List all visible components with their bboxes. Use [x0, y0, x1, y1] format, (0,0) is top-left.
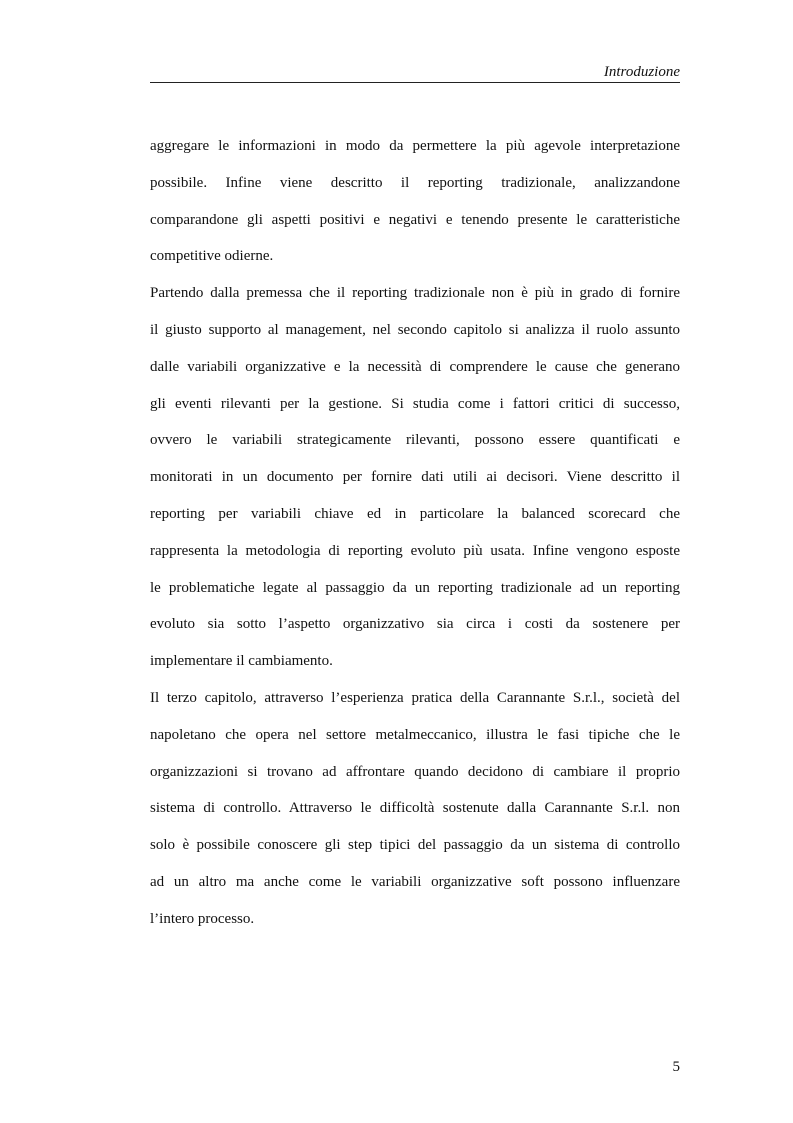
text-line: monitorati in un documento per fornire dati utili ai decisori. Viene descritto il — [150, 469, 680, 486]
text-line: napoletano che opera nel settore metalmeccanico, illustra le fasi tipiche che le — [150, 726, 680, 743]
text-line: reporting per variabili chiave ed in particolare la balanced scorecard che — [150, 505, 680, 522]
text-line: dalle variabili organizzative e la necessità di comprendere le cause che generano — [150, 358, 680, 375]
text-line: Partendo dalla premessa che il reporting tradizionale non è più in grado di fornire — [150, 285, 680, 302]
text-line: organizzazioni si trovano ad affrontare quando decidono di cambiare il proprio — [150, 763, 680, 780]
text-line: le problematiche legate al passaggio da un reporting tradizionale ad un reporting — [150, 579, 680, 596]
text-line: sistema di controllo. Attraverso le difficoltà sostenute dalla Carannante S.r.l. non — [150, 800, 680, 817]
text-line: aggregare le informazioni in modo da permettere la più agevole interpretazione — [150, 138, 680, 154]
text-line: solo è possibile conoscere gli step tipici del passaggio da un sistema di controllo — [150, 837, 680, 854]
header-title: Introduzione — [603, 64, 680, 80]
text-line: rappresenta la metodologia di reporting evoluto più usata. Infine vengono esposte — [150, 542, 680, 559]
text-line: possibile. Infine viene descritto il reporting tradizionale, analizzandone — [150, 174, 680, 191]
text-line: ad un altro ma anche come le variabili organizzative soft possono influenzare — [150, 873, 680, 890]
running-header — [150, 64, 680, 83]
text-line: ovvero le variabili strategicamente rilevanti, possono essere quantificati e — [150, 432, 680, 449]
body-text — [150, 128, 680, 938]
text-line: il giusto supporto al management, nel secondo capitolo si analizza il ruolo assunto — [150, 321, 680, 338]
text-line: implementare il cambiamento. — [150, 653, 333, 670]
text-line: l’intero processo. — [150, 910, 255, 927]
text-line: gli eventi rilevanti per la gestione. Si studia come i fattori critici di successo, — [150, 395, 680, 412]
page-number: 5 — [672, 1059, 680, 1075]
text-line: Il terzo capitolo, attraverso l’esperienza pratica della Carannante S.r.l., società del — [150, 689, 680, 706]
text-line: evoluto sia sotto l’aspetto organizzativo sia circa i costi da sostenere per — [150, 616, 680, 633]
text-line: comparandone gli aspetti positivi e negativi e tenendo presente le caratteristiche — [150, 211, 680, 228]
text-line: competitive odierne. — [150, 248, 274, 265]
